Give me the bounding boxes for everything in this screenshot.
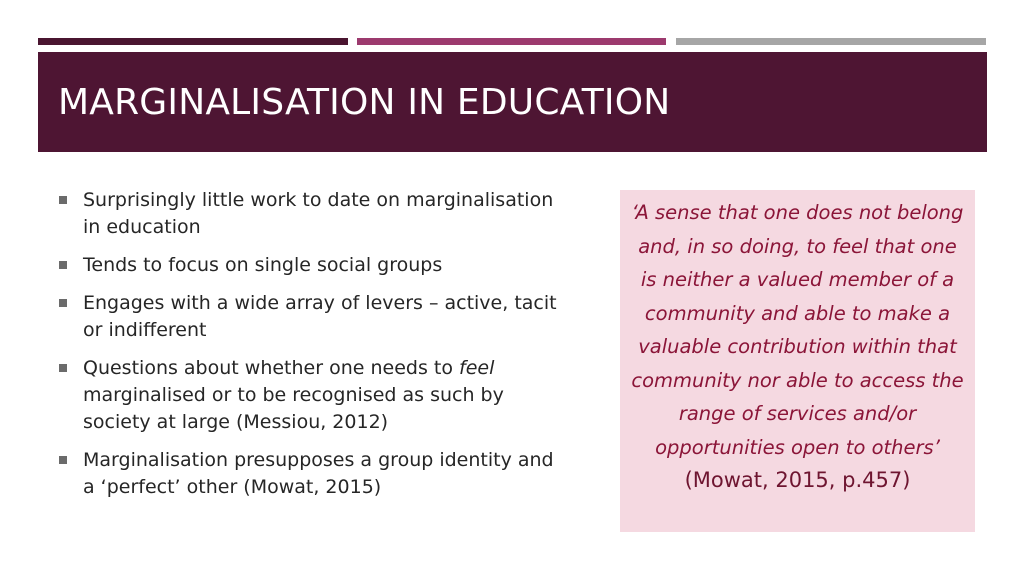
bullet-text: Surprisingly little work to date on marginalisation in education: [83, 189, 554, 238]
square-bullet-icon: [59, 299, 67, 307]
bullet-item: [58, 252, 558, 279]
quote-box: [620, 190, 975, 532]
bullet-text: Engages with a wide array of levers – active, tacit or indifferent: [83, 292, 557, 341]
bullet-text: Tends to focus on single social groups: [83, 254, 443, 276]
quote-citation: (Mowat, 2015, p.457): [684, 468, 911, 492]
accent-stripe-gray: [676, 38, 986, 45]
quote-text: [630, 196, 965, 498]
bullet-item: [58, 447, 558, 501]
bullet-item: [58, 355, 558, 436]
bullet-text-after: marginalised or to be recognised as such by society at large (Messiou, 2012): [83, 384, 504, 433]
square-bullet-icon: [59, 261, 67, 269]
square-bullet-icon: [59, 364, 67, 372]
accent-stripe-dark: [38, 38, 348, 45]
square-bullet-icon: [59, 196, 67, 204]
slide-title: MARGINALISATION IN EDUCATION: [58, 81, 671, 123]
bullet-emphasis: feel: [459, 357, 495, 379]
accent-stripe-magenta: [357, 38, 666, 45]
bullet-item: [58, 187, 558, 241]
bullet-text-before: Questions about whether one needs to: [83, 357, 460, 379]
bullet-text: Marginalisation presupposes a group identity and a ‘perfect’ other (Mowat, 2015): [83, 449, 554, 498]
quote-body: ‘A sense that one does not belong and, in so doing, to feel that one is neither a valued member of a community and able to make a valuable contribution within that community nor able to access the range of services and/or opportunities open to others’: [631, 201, 964, 459]
bullet-list: [58, 187, 558, 512]
bullet-item: [58, 290, 558, 344]
title-bar: [38, 52, 987, 152]
square-bullet-icon: [59, 456, 67, 464]
